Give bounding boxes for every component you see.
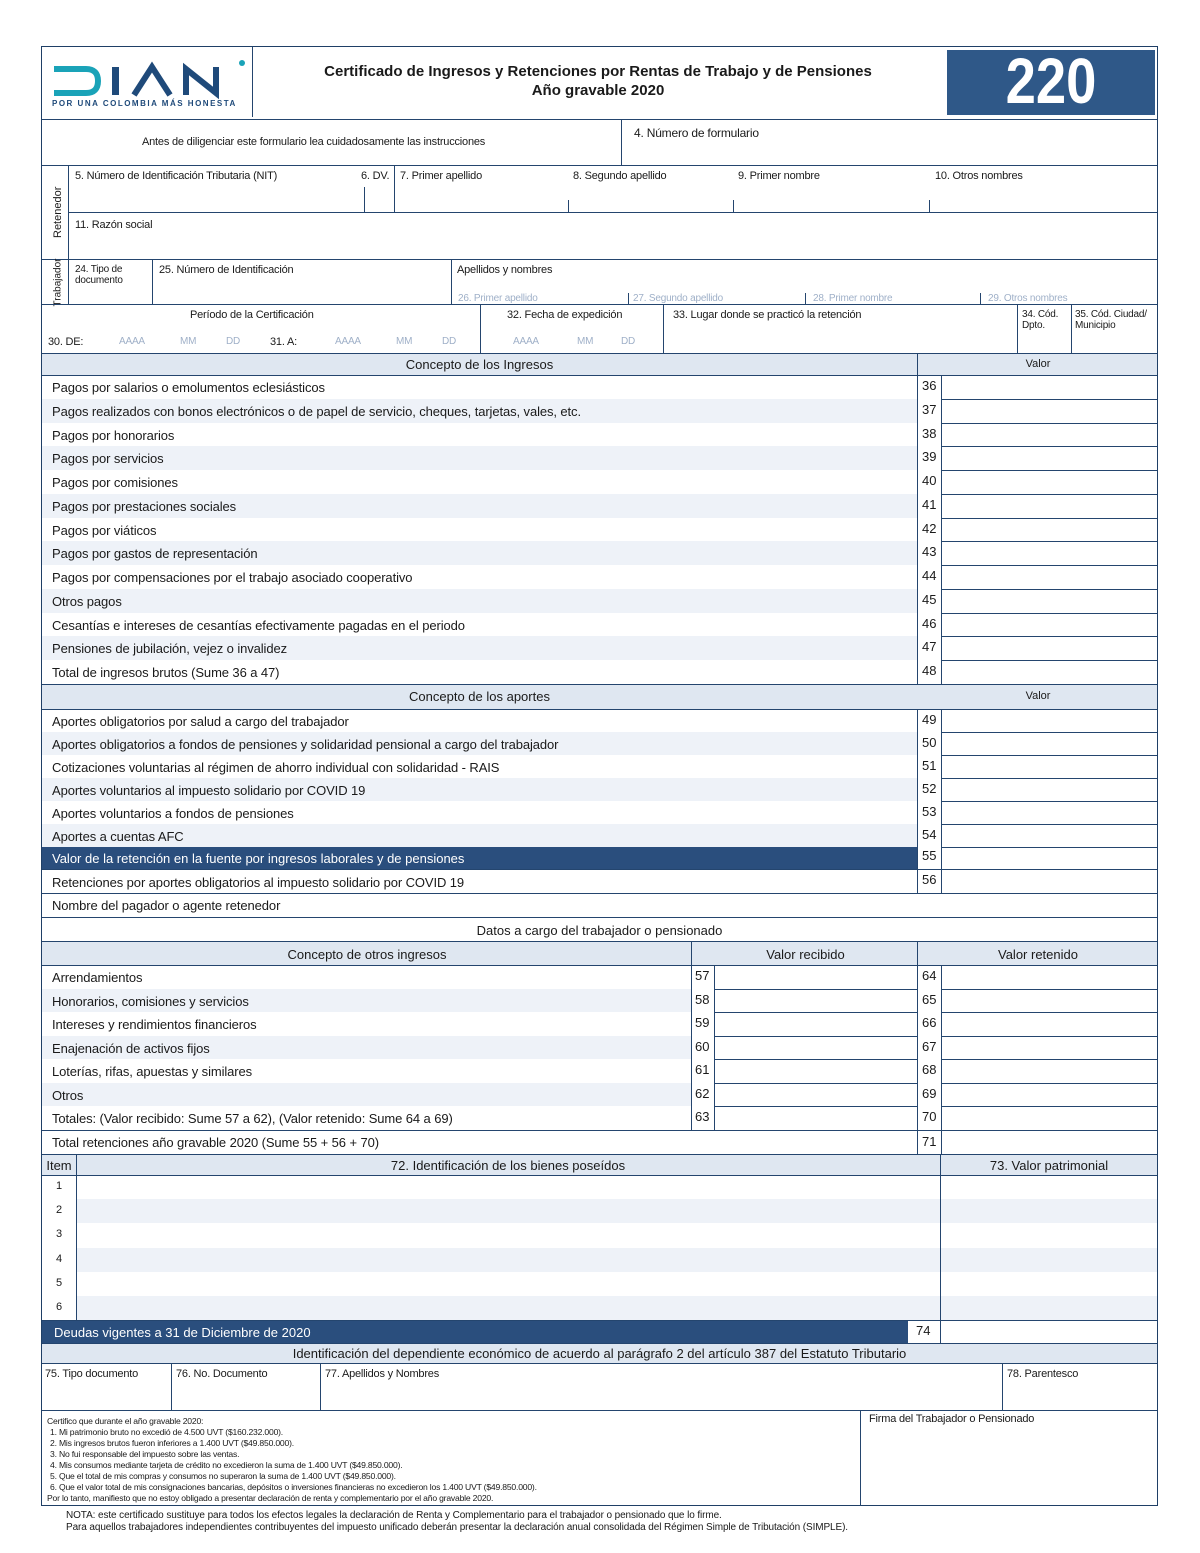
tipo-doc-input[interactable] (70, 287, 150, 303)
row-divider (715, 1036, 918, 1037)
table-row-label: Totales: (Valor recibido: Sume 57 a 62), (Valor retenido: Sume 64 a 69) (52, 1111, 453, 1127)
table-row-input[interactable] (943, 711, 1156, 730)
ph-primer-nombre: 28. Primer nombre (813, 293, 893, 304)
de-mm: MM (180, 336, 197, 347)
dian-logo-icon (50, 55, 250, 103)
fecha-expedicion-label: 32. Fecha de expedición (507, 309, 623, 321)
table-row-num: 57 (695, 968, 710, 983)
bien-ident-input[interactable] (78, 1225, 938, 1245)
row-divider (942, 1083, 1157, 1084)
logo-tagline: POR UNA COLOMBIA MÁS HONESTA (52, 99, 237, 108)
table-row-input[interactable] (943, 377, 1156, 397)
bien-valor-input[interactable] (942, 1225, 1156, 1245)
nota-line-1: NOTA: este certificado sustituye para todos los efectos legales la declaración de Renta y Complementario para el trabajador o pensionado que lo firme. (66, 1510, 722, 1521)
table-row-num: 66 (922, 1015, 937, 1031)
table-row-num: 54 (922, 827, 937, 842)
table-row-input[interactable] (943, 826, 1156, 845)
valor-retenido-input[interactable] (943, 991, 1156, 1011)
valor-retenido-input[interactable] (943, 1085, 1156, 1105)
table-row-label: Otros (52, 1087, 84, 1103)
de-dd: DD (226, 336, 241, 347)
bienes-ident-header: 72. Identificación de los bienes poseídos (390, 1158, 626, 1173)
form-number: 220 (1005, 45, 1097, 117)
table-row-num: 69 (922, 1085, 937, 1101)
pagador-input[interactable] (302, 895, 1156, 915)
bien-valor-input[interactable] (942, 1274, 1156, 1294)
ph-primer-apellido: 26. Primer apellido (458, 293, 538, 304)
razon-social-input[interactable] (70, 235, 1156, 257)
table-row-num: 59 (695, 1015, 710, 1031)
certifico-item: 6. Que el valor total de mis consignaciones bancarias, depósitos o inversiones financieras no excedieron los 1.400 UVT ($49.850.000). (50, 1482, 537, 1492)
row-divider (942, 989, 1157, 990)
nit-label: 5. Número de Identificación Tributaria (NIT) (75, 170, 278, 182)
logo-box (42, 47, 253, 117)
fecha-dd: DD (621, 336, 636, 347)
table-row-num: 41 (922, 496, 937, 512)
table-row-input[interactable] (943, 496, 1156, 516)
dep-parentesco-label: 78. Parentesco (1007, 1368, 1079, 1380)
table-row-num: 46 (922, 615, 937, 631)
row-divider (942, 801, 1157, 802)
retenedor-names-input[interactable] (396, 185, 1156, 210)
table-row-label: Pagos por comisiones (52, 475, 178, 491)
aportes-header-text: Concepto de los aportes (409, 689, 550, 704)
table-row-num: 63 (695, 1109, 710, 1125)
valor-retenido-input[interactable] (943, 1108, 1156, 1128)
table-row-num: 38 (922, 425, 937, 441)
table-row-num: 53 (922, 804, 937, 819)
bien-ident-input[interactable] (78, 1274, 938, 1294)
table-row-num: 37 (922, 401, 937, 417)
a-dd: DD (442, 336, 457, 347)
table-row-input[interactable] (943, 401, 1156, 421)
valor-recibido-input[interactable] (716, 1061, 915, 1081)
table-row-num: 44 (922, 568, 937, 584)
lugar-label: 33. Lugar donde se practicó la retención (673, 309, 862, 321)
periodo-de-input[interactable] (112, 329, 262, 349)
row-divider (942, 1036, 1157, 1037)
retenido-header-text: Valor retenido (998, 947, 1078, 962)
row-divider (942, 755, 1157, 756)
item-number: 4 (56, 1252, 63, 1265)
otros-header-text: Concepto de otros ingresos (287, 947, 447, 962)
table-row-label: Loterías, rifas, apuestas y similares (52, 1064, 253, 1080)
datos-trabajador-header: Datos a cargo del trabajador o pensionado (476, 923, 723, 938)
row-divider (942, 660, 1157, 661)
table-row-num: 48 (922, 663, 937, 679)
table-row-input[interactable] (943, 757, 1156, 776)
table-row-label: Pensiones de jubilación, vejez o invalidez (52, 641, 288, 657)
certifico-item: 3. No fui responsable del impuesto sobre las ventas. (50, 1449, 240, 1459)
fecha-expedicion-input[interactable] (482, 329, 662, 349)
bien-valor-input[interactable] (942, 1177, 1156, 1197)
deudas-input[interactable] (942, 1322, 1156, 1342)
valor-retenido-input[interactable] (943, 1061, 1156, 1081)
table-row-num: 70 (922, 1109, 937, 1125)
valor-recibido-input[interactable] (716, 991, 915, 1011)
item-number: 5 (56, 1276, 63, 1289)
dv-input[interactable] (366, 185, 393, 210)
dependiente-header-text: Identificación del dependiente económico de acuerdo al parágrafo 2 del artículo 387 del Estatuto Tributario (292, 1346, 907, 1361)
table-row-label: Pagos por servicios (52, 451, 164, 467)
retenedor-label: Retenedor (52, 186, 64, 238)
row-divider (942, 470, 1157, 471)
table-row-label: Intereses y rendimientos financieros (52, 1017, 257, 1033)
table-row-num: 64 (922, 968, 937, 983)
periodo-a-input[interactable] (328, 329, 478, 349)
a-mm: MM (396, 336, 413, 347)
certifico-item: 1. Mi patrimonio bruto no excedió de 4.500 UVT ($160.232.000). (50, 1427, 283, 1437)
table-row-num: 51 (922, 758, 937, 773)
dep-parentesco-input[interactable] (1004, 1383, 1156, 1408)
table-row-num: 39 (922, 449, 937, 465)
table-row-input[interactable] (943, 448, 1156, 468)
cod-ciudad-label: 35. Cód. Ciudad/ Municipio (1075, 309, 1147, 331)
certifico-item: 5. Que el total de mis compras y consumos no superaron la suma de 1.400 UVT ($49.850.000). (50, 1471, 396, 1481)
table-row-label: Aportes voluntarios a fondos de pensiones (52, 806, 294, 821)
table-row-input[interactable] (943, 472, 1156, 492)
dep-num-label: 76. No. Documento (176, 1368, 268, 1380)
ph-segundo-apellido: 27. Segundo apellido (633, 293, 723, 304)
table-row-label: Pagos por honorarios (52, 427, 175, 443)
table-row-label: Pagos por gastos de representación (52, 546, 258, 562)
razon-social-label: 11. Razón social (75, 219, 153, 231)
table-row-num: 42 (922, 520, 937, 536)
retencion-input[interactable] (943, 848, 1156, 868)
total-retenciones-label: Total retenciones año gravable 2020 (Sume 55 + 56 + 70) (52, 1135, 379, 1150)
item-header: Item (46, 1158, 72, 1173)
lugar-input[interactable] (665, 325, 1015, 351)
row-divider (942, 589, 1157, 590)
form-number-input[interactable] (622, 143, 1157, 163)
ingresos-header-text: Concepto de los Ingresos (405, 357, 554, 372)
row-divider (715, 1083, 918, 1084)
row-divider (715, 1012, 918, 1013)
bien-valor-input[interactable] (942, 1201, 1156, 1221)
dep-nombres-input[interactable] (322, 1383, 1000, 1408)
table-row-input[interactable] (943, 780, 1156, 799)
table-row-input[interactable] (943, 543, 1156, 563)
valor-recibido-input[interactable] (716, 1038, 915, 1058)
ph-otros-nombres: 29. Otros nombres (988, 293, 1068, 304)
table-row-label: Cotizaciones voluntarias al régimen de ahorro individual con solidaridad - RAIS (52, 760, 500, 775)
table-row-num: 68 (922, 1062, 937, 1078)
table-row-num: 65 (922, 991, 937, 1007)
table-row-label: Pagos por compensaciones por el trabajo asociado cooperativo (52, 570, 413, 586)
primer-nombre-label: 9. Primer nombre (738, 170, 820, 182)
table-row-label: Pagos por prestaciones sociales (52, 498, 237, 514)
pagador-label: Nombre del pagador o agente retenedor (52, 898, 281, 913)
trabajador-label: Trabajador (52, 258, 64, 307)
dep-tipo-input[interactable] (44, 1383, 169, 1408)
table-row-bg (42, 589, 917, 613)
row-divider (715, 1106, 918, 1107)
fecha-mm: MM (577, 336, 594, 347)
row-divider (942, 613, 1157, 614)
table-row-num: 36 (922, 378, 937, 393)
row-divider (942, 1106, 1157, 1107)
dv-label: 6. DV. (361, 170, 390, 182)
bienes-valor-header: 73. Valor patrimonial (989, 1158, 1109, 1173)
certifico-item: 2. Mis ingresos brutos fueron inferiores a 1.400 UVT ($49.850.000). (50, 1438, 294, 1448)
bien-valor-input[interactable] (942, 1298, 1156, 1318)
certifico-intro: Certifico que durante el año gravable 2020: (47, 1416, 204, 1426)
row-divider (942, 1059, 1157, 1060)
deudas-num: 74 (916, 1323, 931, 1338)
item-number: 1 (56, 1180, 63, 1192)
table-row-input[interactable] (943, 615, 1156, 635)
row-divider (942, 494, 1157, 495)
table-row-label: Enajenación de activos fijos (52, 1040, 210, 1056)
row-divider (942, 541, 1157, 542)
valor-retenido-input[interactable] (943, 967, 1156, 987)
apellidos-nombres-label: Apellidos y nombres (457, 264, 553, 276)
valor-retenido-input[interactable] (943, 1038, 1156, 1058)
table-row-num: 45 (922, 591, 937, 607)
deudas-label: Deudas vigentes a 31 de Diciembre de 2020 (54, 1325, 311, 1340)
segundo-apellido-label: 8. Segundo apellido (573, 170, 667, 182)
row-divider (715, 1059, 918, 1060)
row-divider (942, 565, 1157, 566)
row-divider (942, 824, 1157, 825)
nota-line-2: Para aquellos trabajadores independientes contribuyentes del impuesto unificado deberán presentar la declaración anual consolidada del Régimen Simple de Tributación (SIMPLE). (66, 1522, 848, 1533)
table-row-label: Aportes obligatorios por salud a cargo del trabajador (52, 714, 349, 729)
form-number-badge (947, 45, 1155, 117)
item-number: 3 (56, 1228, 63, 1241)
ingresos-valor-text: Valor (1025, 358, 1051, 370)
covid-label: Retenciones por aportes obligatorios al impuesto solidario por COVID 19 (52, 875, 465, 890)
certifico-closing: Por lo tanto, manifiesto que no estoy obligado a presentar declaración de renta y complementario por el año gravable 2020. (47, 1493, 494, 1503)
table-row-label: Aportes voluntarios al impuesto solidario por COVID 19 (52, 783, 366, 798)
table-row-label: Arrendamientos (52, 970, 143, 985)
primer-apellido-label: 7. Primer apellido (400, 170, 482, 182)
recibido-header-text: Valor recibido (766, 947, 845, 962)
form-subtitle: Año gravable 2020 (531, 82, 665, 99)
table-row-input[interactable] (943, 520, 1156, 540)
table-row-label: Pagos por salarios o emolumentos eclesiásticos (52, 380, 325, 395)
de-aaaa: AAAA (119, 336, 145, 347)
dep-tipo-label: 75. Tipo documento (45, 1368, 139, 1380)
covid-num: 56 (922, 872, 937, 887)
valor-retenido-input[interactable] (943, 1014, 1156, 1034)
table-row-num: 40 (922, 473, 937, 489)
cod-dpto-input[interactable] (1019, 334, 1069, 352)
table-row-input[interactable] (943, 803, 1156, 822)
table-row-label: Otros pagos (52, 593, 122, 609)
retencion-num: 55 (922, 848, 937, 863)
table-row-label: Total de ingresos brutos (Sume 36 a 47) (52, 665, 280, 681)
table-row-num: 49 (922, 712, 937, 727)
firma-input[interactable] (862, 1429, 1156, 1504)
table-row-input[interactable] (943, 662, 1156, 682)
form-220 (41, 46, 1158, 1506)
valor-recibido-input[interactable] (716, 1014, 915, 1034)
row-divider (942, 732, 1157, 733)
bien-ident-input[interactable] (78, 1250, 938, 1270)
table-row-input[interactable] (943, 734, 1156, 753)
table-row-bg (42, 1083, 691, 1107)
instructions-text: Antes de diligenciar este formulario lea cuidadosamente las instrucciones (142, 136, 486, 148)
num-id-input[interactable] (154, 279, 449, 303)
table-row-input[interactable] (943, 638, 1156, 658)
table-row-label: Aportes a cuentas AFC (52, 829, 184, 844)
row-divider (942, 778, 1157, 779)
table-row-num: 47 (922, 639, 937, 655)
de-label: 30. DE: (48, 336, 84, 348)
total-retenciones-num: 71 (922, 1134, 937, 1149)
valor-recibido-input[interactable] (716, 1108, 915, 1128)
table-row-num: 61 (695, 1062, 710, 1078)
periodo-label: Período de la Certificación (190, 309, 314, 321)
table-row-num: 60 (695, 1038, 710, 1054)
row-divider (942, 423, 1157, 424)
a-aaaa: AAAA (335, 336, 361, 347)
row-divider (942, 446, 1157, 447)
table-row-input[interactable] (943, 591, 1156, 611)
bien-ident-input[interactable] (78, 1201, 938, 1221)
num-id-label: 25. Número de Identificación (159, 264, 294, 276)
tipo-doc-label: 24. Tipo de documento (75, 264, 123, 286)
trabajador-names-input[interactable] (453, 279, 1156, 293)
row-divider (942, 399, 1157, 400)
table-row-label: Pagos por viáticos (52, 522, 157, 538)
table-row-num: 62 (695, 1085, 710, 1101)
table-row-num: 67 (922, 1038, 937, 1054)
dep-nombres-label: 77. Apellidos y Nombres (325, 1368, 440, 1380)
table-row-input[interactable] (943, 425, 1156, 445)
table-row-bg (42, 446, 917, 470)
table-row-label: Cesantías e intereses de cesantías efectivamente pagadas en el periodo (52, 617, 465, 633)
cod-dpto-label: 34. Cód. Dpto. (1022, 309, 1059, 331)
bien-valor-input[interactable] (942, 1250, 1156, 1270)
table-row-num: 43 (922, 544, 937, 560)
row-divider (715, 989, 918, 990)
valor-recibido-input[interactable] (716, 1085, 915, 1105)
table-row-label: Honorarios, comisiones y servicios (52, 993, 249, 1009)
valor-recibido-input[interactable] (716, 967, 915, 987)
row-divider (942, 518, 1157, 519)
row-divider (942, 1012, 1157, 1013)
bien-ident-input[interactable] (78, 1177, 938, 1197)
table-row-input[interactable] (943, 567, 1156, 587)
item-number: 6 (56, 1300, 63, 1313)
nit-input[interactable] (70, 185, 362, 210)
otros-nombres-label: 10. Otros nombres (935, 170, 1023, 182)
table-row-label: Pagos realizados con bonos electrónicos o de papel de servicio, cheques, tarjetas, vales, etc. (52, 403, 581, 419)
table-row-num: 58 (695, 991, 710, 1007)
form-title: Certificado de Ingresos y Retenciones por Rentas de Trabajo y de Pensiones (324, 63, 872, 80)
dep-num-input[interactable] (173, 1383, 318, 1408)
a-label: 31. A: (270, 336, 297, 348)
table-row-label: Aportes obligatorios a fondos de pensiones y solidaridad pensional a cargo del trabajador (52, 737, 559, 752)
aportes-valor-text: Valor (1025, 690, 1051, 702)
fecha-aaaa: AAAA (513, 336, 539, 347)
table-row-num: 52 (922, 781, 937, 796)
bien-ident-input[interactable] (78, 1298, 938, 1318)
certifico-item: 4. Mis consumos mediante tarjeta de crédito no excedieron la suma de 1.400 UVT ($49.850.000). (50, 1460, 403, 1470)
retencion-label: Valor de la retención en la fuente por ingresos laborales y de pensiones (52, 851, 465, 866)
total-retenciones-input[interactable] (943, 1132, 1156, 1152)
firma-label: Firma del Trabajador o Pensionado (869, 1413, 1035, 1425)
covid-input[interactable] (943, 871, 1156, 891)
item-number: 2 (56, 1204, 63, 1217)
table-row-num: 50 (922, 735, 937, 750)
row-divider (942, 636, 1157, 637)
cod-ciudad-input[interactable] (1073, 334, 1155, 352)
form-number-label: 4. Número de formulario (634, 126, 759, 140)
